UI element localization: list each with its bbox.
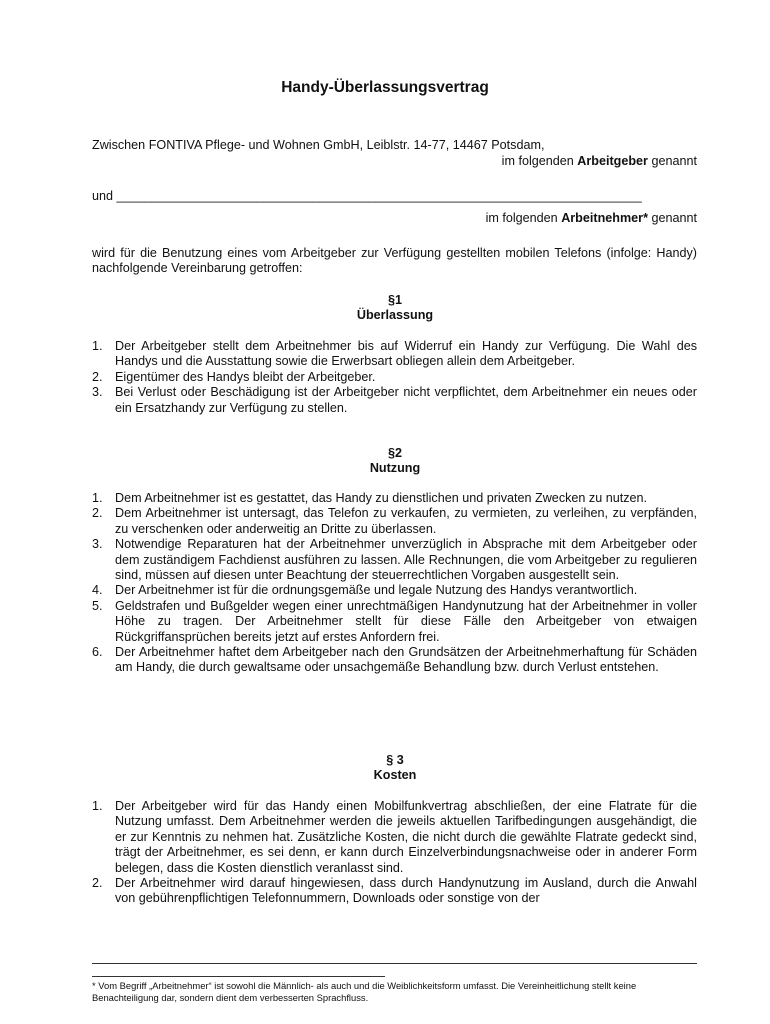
list-item: 3. Notwendige Reparaturen hat der Arbeitnehmer unverzüglich in Absprache mit dem Arbeitgeber oder dem zuständigem Fachdienst ausführen zu lassen. Alle Rechnungen, die vom Arbeitgeber zu regulieren sind, müssen auf diesen unter Beachtung der steuerrechtlichen Vorgaben ausgestellt sein.: [92, 537, 697, 583]
employer-role-line: [502, 154, 697, 169]
employer-name: FONTIVA Pflege- und Wohnen GmbH, Leiblstr. 14-77, 14467 Potsdam,: [148, 138, 545, 152]
section-number: § 3: [386, 753, 404, 767]
list-item: 2. Eigentümer des Handys bleibt der Arbeitgeber.: [92, 369, 376, 384]
footnote-separator: [92, 976, 385, 977]
document-title: Handy-Überlassungsvertrag: [281, 79, 489, 96]
section-1-list: [92, 339, 697, 416]
list-item: 4. Der Arbeitnehmer ist für die ordnungsgemäße und legale Nutzung des Handys verantwortlich.: [92, 583, 638, 598]
section-3-list: [92, 799, 697, 907]
section-title: Nutzung: [369, 461, 421, 476]
list-item: 3. Bei Verlust oder Beschädigung ist der Arbeitgeber nicht verpflichtet, dem Arbeitnehmer ein neues oder ein Ersatzhandy zur Verfügung zu stellen.: [92, 385, 697, 415]
section-1-heading: [0, 293, 770, 324]
section-title: Kosten: [373, 768, 417, 783]
section-3-heading: [0, 753, 770, 784]
employee-role-pre: im folgenden: [485, 211, 558, 225]
employer-role-pre: im folgenden: [501, 154, 574, 168]
list-item: 6. Der Arbeitnehmer haftet dem Arbeitgeber nach den Grundsätzen der Arbeitnehmerhaftung für Schäden am Handy, die durch gewaltsame oder unsachgemäße Behandlung bzw. durch Verlust entstehen.: [92, 645, 697, 675]
page-bottom-rule: [92, 963, 697, 964]
list-item: 1. Der Arbeitgeber wird für das Handy einen Mobilfunkvertrag abschließen, der eine Flatrate für die Nutzung umfasst. Dem Arbeitnehmer werden die jeweils aktuellen Tarifbedingungen ausgehändigt, die er zur Kenntnis zu nehmen hat. Zusätzliche Kosten, die nicht durch die gewählte Flatrate gedeckt sind, trägt der Arbeitnehmer, es sei denn, er kann durch Einzelverbindungsnachweise oder in anderer Form belegen, dass die Kosten dienstlich veranlasst sind.: [92, 799, 697, 875]
list-item: 1. Der Arbeitgeber stellt dem Arbeitnehmer bis auf Widerruf ein Handy zur Verfügung. Die Wahl des Handys und die Ausstattung sowie die Erwerbsart obliegen allein dem Arbeitgeber.: [92, 339, 697, 369]
list-item: 2. Der Arbeitnehmer wird darauf hingewiesen, dass durch Handynutzung im Ausland, durch die Anwahl von gebührenpflichtigen Telefonnummern, Downloads oder sonstige von der: [92, 876, 697, 906]
employee-role: Arbeitnehmer*: [561, 211, 648, 225]
section-2-heading: [0, 446, 770, 477]
intro-paragraph: wird für die Benutzung eines vom Arbeitgeber zur Verfügung gestellten mobilen Telefons (infolge: Handy) nachfolgende Vereinbarung getroffen:: [92, 246, 697, 276]
list-item: 5. Geldstrafen und Bußgelder wegen einer unrechtmäßigen Handynutzung hat der Arbeitnehmer in voller Höhe zu tragen. Der Arbeitnehmer stellt für diese Fälle den Arbeitgeber von etwaigen Rückgriffansprüchen bereits jetzt auf erstes Anfordern frei.: [92, 598, 697, 644]
section-number: §1: [387, 293, 402, 307]
employee-role-line: [486, 211, 697, 226]
section-number: §2: [387, 446, 402, 460]
section-title: Überlassung: [356, 308, 434, 323]
footnote: * Vom Begriff „Arbeitnehmer“ ist sowohl die Männlich- als auch und die Weiblichkeitsform umfasst. Die Vereinheitlichung stellt keine Benachteiligung dar, sondern dient dem verbesserten Sprachfluss.: [92, 980, 637, 1003]
employer-role-post: genannt: [651, 154, 697, 168]
list-item: 2. Dem Arbeitnehmer ist untersagt, das Telefon zu verkaufen, zu vermieten, zu verleihen, zu verpfänden, zu verschenken oder anderweitig an Dritte zu überlassen.: [92, 506, 697, 536]
employee-line: und ___________________________________________________________________________: [92, 189, 642, 203]
section-2-list: [92, 491, 697, 676]
employee-role-post: genannt: [651, 211, 697, 225]
between-prefix: Zwischen: [92, 138, 146, 152]
employer-role: Arbeitgeber: [577, 154, 648, 168]
list-item: 1. Dem Arbeitnehmer ist es gestattet, das Handy zu dienstlichen und privaten Zwecken zu nutzen.: [92, 491, 648, 505]
employer-line: [92, 138, 544, 153]
